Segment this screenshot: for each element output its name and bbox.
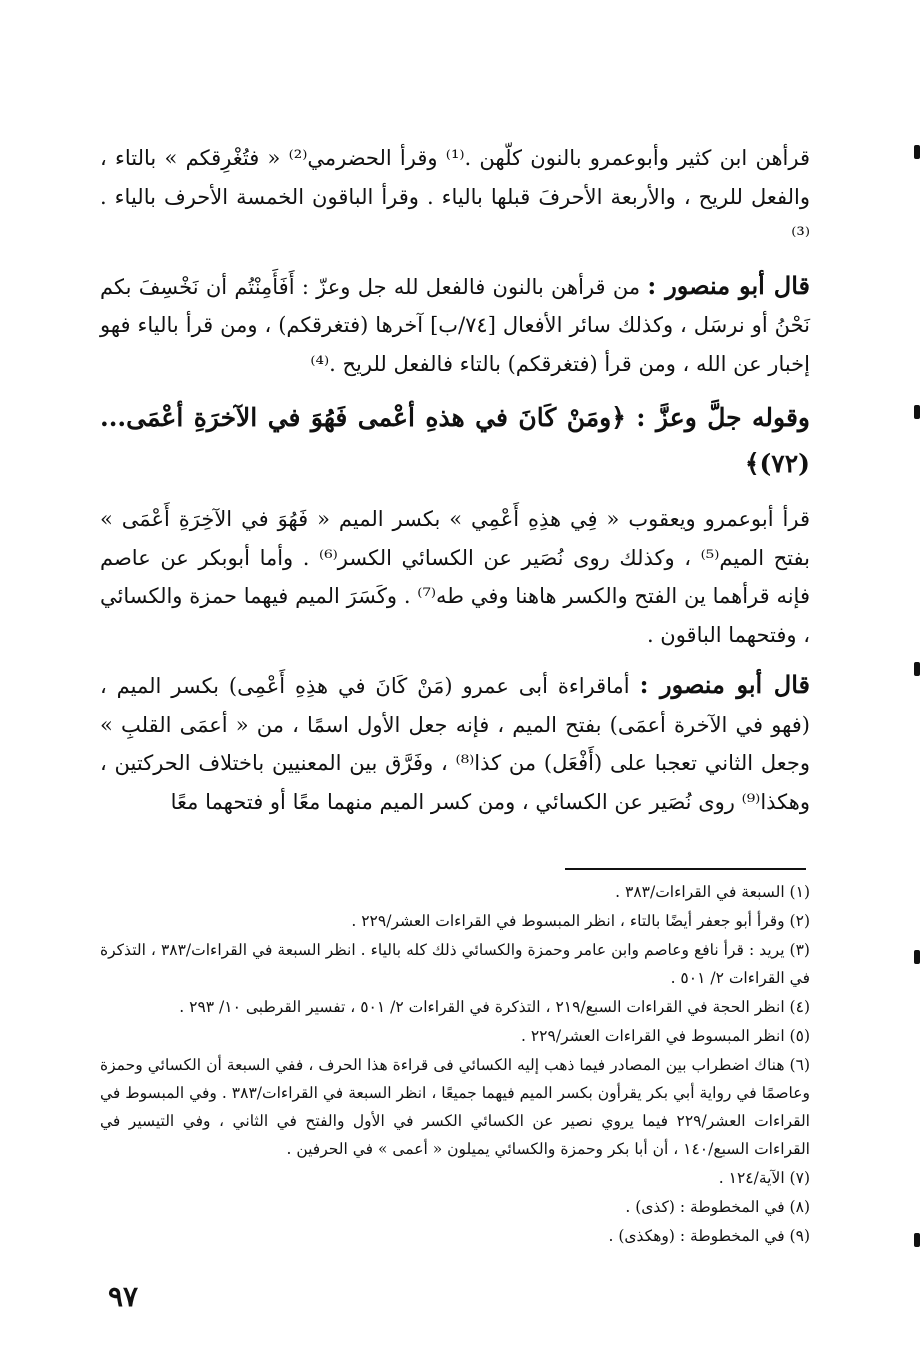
scan-edge-mark [914, 662, 920, 676]
paragraph-3 [100, 499, 810, 654]
paragraph-text: أماقراءة أبى عمرو (مَنْ كَانَ في هذِهِ أَعْمِى) بكسر الميم ، (فهو في الآخرة أعمَى) بفتح الميم ، فإنه جعل الأول اسمًا ، من « أعمَى القلبِ » وجعل الثاني تعجبا على (أَفْعَل) من كذا⁽⁸⁾ ، وفَرَّق بين المعنيين باختلاف الحركتين ، وهكذا⁽⁹⁾ روى نُصَير عن الكسائي ، ومن كسر الميم منهما معًا أو فتحهما معًا [100, 674, 810, 814]
paragraph-lead: قال أبو منصور : [639, 670, 811, 699]
footnote-4: (٤) انظر الحجة في القراءات السبع/٢١٩ ، التذكرة في القراءات ٢/ ٥٠١ ، تفسير القرطبى ١٠/ ٢٩٣ . [179, 998, 810, 1016]
footnote-8: (٨) في المخطوطة : (كذى) . [625, 1198, 810, 1216]
main-text [100, 138, 810, 821]
paragraph-1 [100, 138, 810, 255]
paragraph-text: قرأ أبوعمرو ويعقوب « فِي هذِهِ أَعْمِي » بكسر الميم « فَهُوَ في الآخِرَةِ أَعْمَى » بفتح الميم⁽⁵⁾ ، وكذلك روى نُصَير عن الكسائي الكسر⁽⁶⁾ . وأما أبوبكر عن عاصم فإنه قرأهما ين الفتح والكسر هاهنا وفي طه⁽⁷⁾ . وكَسَرَ الميم فيهما حمزة والكسائي ، وفتحهما الباقون . [100, 507, 810, 647]
verse-heading [100, 395, 810, 487]
footnote-2: (٢) وقرأ أبو جعفر أيضًا بالتاء ، انظر المبسوط في القراءات العشر/٢٢٩ . [351, 912, 810, 930]
footnote-divider [565, 868, 806, 870]
scan-edge-mark [914, 405, 920, 419]
footnote-1: (١) السبعة في القراءات/٣٨٣ . [615, 883, 810, 901]
scan-edge-mark [914, 145, 920, 159]
verse-text: وقوله جلَّ وعزَّ : ﴿ومَنْ كَانَ في هذهِ أعْمى فَهُوَ في الآخرَةِ أعْمَى...(٧٢)﴾ [100, 403, 810, 478]
scan-edge-mark [914, 1233, 920, 1247]
paragraph-lead: قال أبو منصور : [647, 270, 810, 300]
paragraph-4 [100, 666, 810, 821]
paragraph-2 [100, 267, 810, 384]
footnote-7: (٧) الآية/١٢٤ . [718, 1169, 810, 1187]
footnote-5: (٥) انظر المبسوط في القراءات العشر/٢٢٩ . [521, 1027, 810, 1045]
scan-edge-mark [914, 950, 920, 964]
footnotes [100, 878, 810, 1250]
paragraph-text: قرأهن ابن كثير وأبوعمرو بالنون كلّهن .⁽¹⁾ وقرأ الحضرمي⁽²⁾ « فتُغْرِقكم » بالتاء ، والفعل للريح ، والأربعة الأحرفَ قبلها بالياء . وقرأ الباقون الخمسة الأحرف بالياء .⁽³⁾ [100, 146, 810, 247]
page-number: ٩٧ [108, 1280, 139, 1313]
paragraph-text: من قرأهن بالنون فالفعل لله جل وعزّ : أَفَأَمِنْتُم أن نَخْسِفَ بكم نَحْنُ أو نرسَل ، وكذلك سائر الأفعال [٧٤/ب] آخرها (فتغرقكم) ، ومن قرأ بالياء فهو إخبار عن الله ، ومن قرأ (فتغرقكم) بالتاء فالفعل للريح .⁽⁴⁾ [100, 274, 810, 376]
footnote-9: (٩) في المخطوطة : (وهكذى) . [608, 1227, 810, 1245]
footnote-6: (٦) هناك اضطراب بين المصادر فيما ذهب إليه الكسائي فى قراءة هذا الحرف ، ففي السبعة أن الكسائي وحمزة وعاصمًا في رواية أبي بكر يقرأون بكسر الميم فيهما جميعًا ، انظر السبعة في القراءات/٣٨٣ . وفي المبسوط في القراءات العشر/٢٢٩ فيما يروي نصير عن الكسائي الكسر في الأول والفتح في الثاني ، وفي التيسير في القراءات السبع/١٤٠ ، أن أبا بكر وحمزة والكسائي يميلون « أعمى » في الحرفين . [100, 1056, 810, 1158]
footnote-3: (٣) يريد : قرأ نافع وعاصم وابن عامر وحمزة والكسائي ذلك كله بالياء . انظر السبعة في القراءات/٣٨٣ ، التذكرة في القراءات ٢/ ٥٠١ . [100, 941, 810, 987]
